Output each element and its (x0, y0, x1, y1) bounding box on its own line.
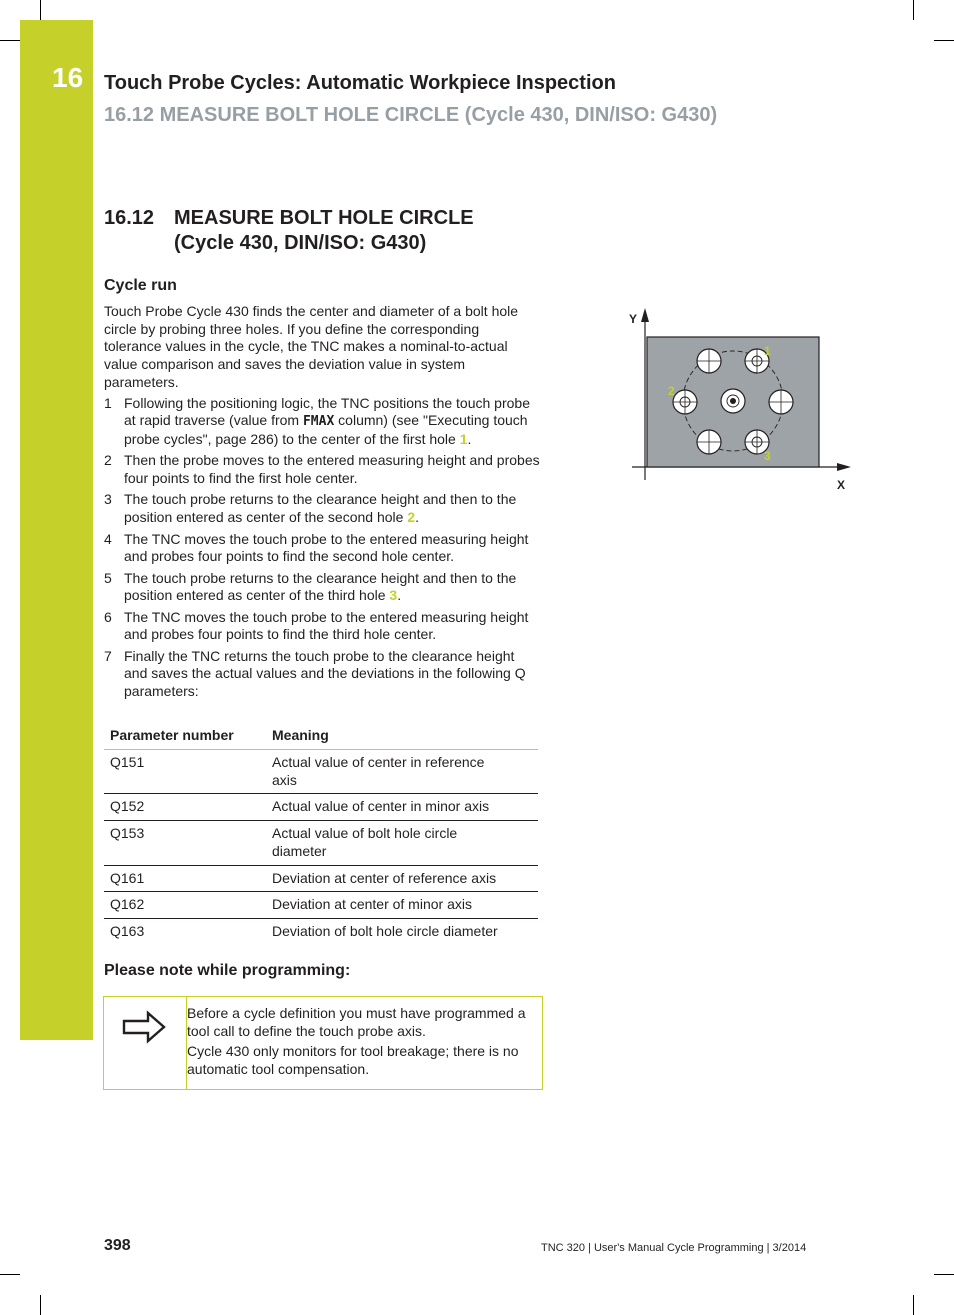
column-header: Parameter number (104, 722, 266, 750)
crop-mark (40, 0, 41, 20)
x-axis-label: X (837, 478, 846, 490)
step-text: The touch probe returns to the clearance height and then to the position entered as center of the second hole (124, 491, 517, 526)
section-title-line2: (Cycle 430, DIN/ISO: G430) (174, 232, 427, 254)
list-item (104, 491, 540, 526)
table-cell: Q162 (104, 892, 266, 919)
step-number: 6 (104, 608, 112, 625)
crop-mark (913, 0, 914, 20)
table-cell: Q153 (104, 821, 266, 865)
hole-ref: 3 (389, 587, 398, 604)
step-text: The touch probe returns to the clearance height and then to the position entered as center of the third hole (124, 569, 517, 604)
table-cell: Actual value of bolt hole circle diameter (266, 821, 538, 865)
table-row (104, 750, 538, 794)
arrow-right-icon (121, 1010, 169, 1044)
running-header-title: Touch Probe Cycles: Automatic Workpiece Inspection (104, 72, 616, 94)
list-item (104, 570, 540, 605)
table-cell: Actual value of center in minor axis (266, 794, 538, 821)
section-title-line1: MEASURE BOLT HOLE CIRCLE (174, 207, 474, 229)
crop-mark (934, 1274, 954, 1275)
hole-label-1: 1 (764, 344, 771, 358)
hole-label-3: 3 (764, 449, 771, 463)
hole-ref: 1 (459, 430, 468, 447)
crop-mark (913, 1295, 914, 1315)
hole-ref: 2 (407, 509, 416, 526)
y-axis-arrow-icon (641, 308, 649, 322)
cycle-run-heading: Cycle run (104, 277, 177, 294)
note-heading: Please note while programming: (104, 962, 351, 979)
table-cell: Q163 (110, 922, 145, 939)
table-row (104, 794, 538, 821)
step-text: column) (see "Executing touch probe cycles", page 286) to the center of the first hole (124, 412, 528, 447)
table-row (104, 821, 538, 865)
list-item (104, 648, 540, 701)
step-number: 4 (104, 530, 112, 547)
step-text: Then the probe moves to the entered measuring height and probes four points to find the first hole center. (124, 452, 540, 487)
table-row (104, 865, 538, 892)
step-text: . (467, 430, 472, 447)
step-number: 1 (104, 394, 112, 411)
x-axis-arrow-icon (837, 463, 851, 471)
note-line: Cycle 430 only monitors for tool breakage; there is no automatic tool compensation. (187, 1043, 519, 1078)
note-icon-column (104, 997, 187, 1089)
step-text: Following the positioning logic, the TNC positions the touch probe at rapid traverse (value from (124, 394, 530, 429)
center-dot (730, 398, 736, 404)
crop-mark (0, 1274, 20, 1275)
crop-mark (934, 40, 954, 41)
list-item (104, 531, 540, 566)
note-box (103, 996, 543, 1090)
step-text: . (415, 509, 419, 526)
intro-paragraph: Touch Probe Cycle 430 finds the center and diameter of a bolt hole circle by probing three holes. If you define the corresponding tolerance values in the cycle, the TNC makes a nominal-to-actual value comparison and saves the deviation value in system parameters. (104, 303, 519, 390)
column-header: Meaning (266, 722, 538, 750)
crop-mark (0, 40, 20, 41)
page-number: 398 (104, 1237, 131, 1254)
table-cell: Actual value of center in reference axis (266, 750, 538, 794)
table-cell: Deviation at center of reference axis (266, 865, 538, 892)
q-parameter-table (104, 722, 538, 945)
step-number: 2 (104, 452, 112, 469)
step-text: . (397, 587, 402, 604)
step-number: 5 (104, 569, 112, 586)
chapter-number: 16 (52, 62, 84, 93)
table-row (104, 892, 538, 919)
bolt-hole-circle-diagram (620, 305, 860, 490)
step-number: 3 (104, 491, 112, 508)
table-cell: Q151 (104, 750, 266, 794)
step-text: The TNC moves the touch probe to the entered measuring height and probes four points to find the third hole center. (124, 608, 529, 643)
list-item (104, 452, 540, 487)
step-text: The TNC moves the touch probe to the entered measuring height and probes four points to find the second hole center. (124, 530, 529, 565)
note-line: Before a cycle definition you must have programmed a tool call to define the touch probe axis. (187, 1005, 526, 1039)
note-text (187, 1005, 537, 1082)
steps-list (104, 395, 540, 701)
list-item (104, 395, 540, 449)
hole-label-2: 2 (668, 384, 675, 398)
table-cell: Q152 (104, 794, 266, 821)
table-cell: Q161 (104, 865, 266, 892)
y-axis-label: Y (629, 312, 638, 326)
step-text: Finally the TNC returns the touch probe to the clearance height and saves the actual values and the deviations in the following Q parameters: (124, 647, 526, 700)
chapter-sidebar (20, 20, 93, 1040)
cycle-run-body (104, 303, 540, 705)
table-header-row (104, 722, 538, 750)
crop-mark (40, 1295, 41, 1315)
section-heading (104, 206, 474, 256)
table-cell: Deviation of bolt hole circle diameter (272, 922, 498, 939)
page-footer: TNC 320 | User's Manual Cycle Programming | 3/2014 (541, 1242, 807, 1254)
list-item (104, 609, 540, 644)
section-number: 16.12 (104, 207, 155, 229)
table-row (104, 918, 538, 944)
code-fmax: FMAX (302, 414, 335, 430)
running-header-subtitle: 16.12 MEASURE BOLT HOLE CIRCLE (Cycle 430, DIN/ISO: G430) (104, 104, 718, 126)
table-cell: Deviation at center of minor axis (266, 892, 538, 919)
step-number: 7 (104, 647, 112, 664)
